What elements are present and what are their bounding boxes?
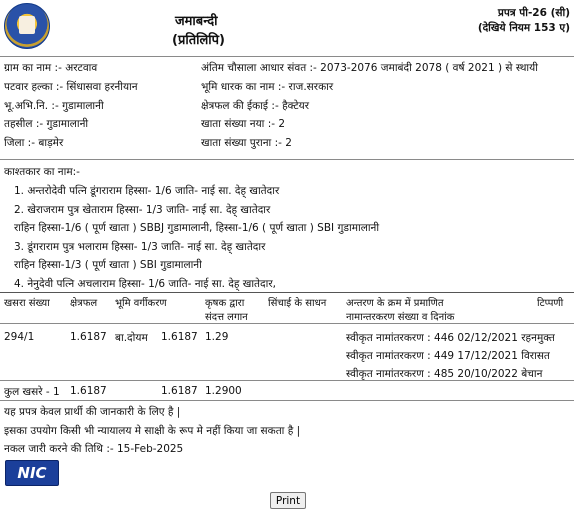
table-top-divider [0,292,574,293]
form-number: प्रपत्र पी-26 (सी) [497,7,570,19]
legal-note: इसका उपयोग किसी भी न्यायालय मे साक्षी के रूप मे नहीं किया जा सकता है | [4,425,301,437]
col-land-class-header: भूमि वर्गीकरण [115,298,167,309]
rent-paid: 1.29 [205,331,229,343]
details-divider [0,159,574,160]
land-record-officer: भू.अभि.नि. :- गुडामालानी [4,100,104,112]
totals-divider [0,400,574,401]
rajasthan-emblem-logo [4,3,50,49]
district: जिला :- बाड़मेर [4,137,64,149]
col-transfer-header: अन्तरण के क्रम में प्रमाणित [346,298,444,309]
cultivator-line: 3. डूंगराराम पुत्र भलाराम हिस्सा- 1/3 जाति- नाई सा. देह् खातेदार [14,241,266,253]
col-remarks-header: टिप्पणी [537,298,564,309]
cultivators-heading: काश्तकार का नाम:- [4,166,80,178]
col-transfer-header-2: नामान्तरकरण संख्या व दिनांक [346,312,455,323]
tehsil: तहसील :- गुडामालानी [4,118,89,130]
page-title: जमाबन्दी [175,14,218,29]
settlement-samvat: अंतिम चौसाला आधार संवत :- 2073-2076 जमाबंदी 2078 ( वर्ष 2021 ) से स्थायी [201,62,538,74]
mutation-entry: स्वीकृत नामांतरकरण : 485 20/10/2022 बेचान [346,368,543,380]
mortgage-line: राहिन हिस्सा-1/6 ( पूर्ण खाता ) SBBJ गुडामालानी, हिस्सा-1/6 ( पूर्ण खाता ) SBI गुडामालानी [14,222,380,234]
patwar-circle: पटवार हल्का :- सिंधासवा हरनीयान [4,81,138,93]
table-row-divider [0,380,574,381]
area-unit: क्षेत्रफल की ईकाई :- हैक्टेयर [201,100,310,112]
cultivator-line: 1. अन्तरोदेवी पत्नि डूंगराराम हिस्सा- 1/6 जाति- नाई सा. देह् खातेदार [14,185,280,197]
khata-number-old: खाता संख्या पुराना :- 2 [201,137,292,149]
mutation-entry: स्वीकृत नामांतरकरण : 449 17/12/2021 विरासत [346,350,550,362]
cultivator-line: 2. खेराजराम पुत्र खेताराम हिस्सा- 1/3 जाति- नाई सा. देह् खातेदार [14,204,271,216]
land-holder-name: भूमि धारक का नाम :- राज.सरकार [201,81,334,93]
village-name: ग्राम का नाम :- अरटवाव [4,62,98,74]
nic-logo: NIC [5,460,59,486]
total-class-area: 1.6187 [161,385,198,397]
khasra-area: 1.6187 [70,331,107,343]
table-header-divider [0,323,574,324]
print-button[interactable]: Print [270,492,306,509]
col-rent-header: कृषक द्वारा [205,298,245,309]
khata-number-new: खाता संख्या नया :- 2 [201,118,286,130]
col-rent-header-2: संदत्त लगान [205,312,248,323]
mutation-entry: स्वीकृत नामांतरकरण : 446 02/12/2021 रहनमुक्त [346,332,555,344]
total-area: 1.6187 [70,385,107,397]
info-note: यह प्रपत्र केवल प्रार्थी की जानकारी के लिए है | [4,406,181,418]
col-khasra-header: खसरा संख्या [4,298,50,309]
emblem-center [19,16,35,34]
rule-reference: (देखिये नियम 153 ए) [477,22,570,34]
total-khasra-count: कुल खसरे - 1 [4,386,60,398]
mortgage-line: राहिन हिस्सा-1/3 ( पूर्ण खाता ) SBI गुडामालानी [14,259,202,271]
cultivator-line: 4. नेनुदेवी पत्नि अचलाराम हिस्सा- 1/6 जाति- नाई सा. देह् खातेदार, [14,278,276,290]
header-divider [0,56,574,57]
khasra-number: 294/1 [4,331,35,343]
land-class: बा.दोयम [115,332,148,344]
issue-date: नकल जारी करने की तिथि :- 15-Feb-2025 [4,443,184,455]
col-irrigation-header: सिंचाई के साधन [268,298,327,309]
total-rent: 1.2900 [205,385,242,397]
land-class-area: 1.6187 [161,331,198,343]
col-area-header: क्षेत्रफल [70,298,98,309]
page-subtitle: (प्रतिलिपि) [172,33,225,48]
